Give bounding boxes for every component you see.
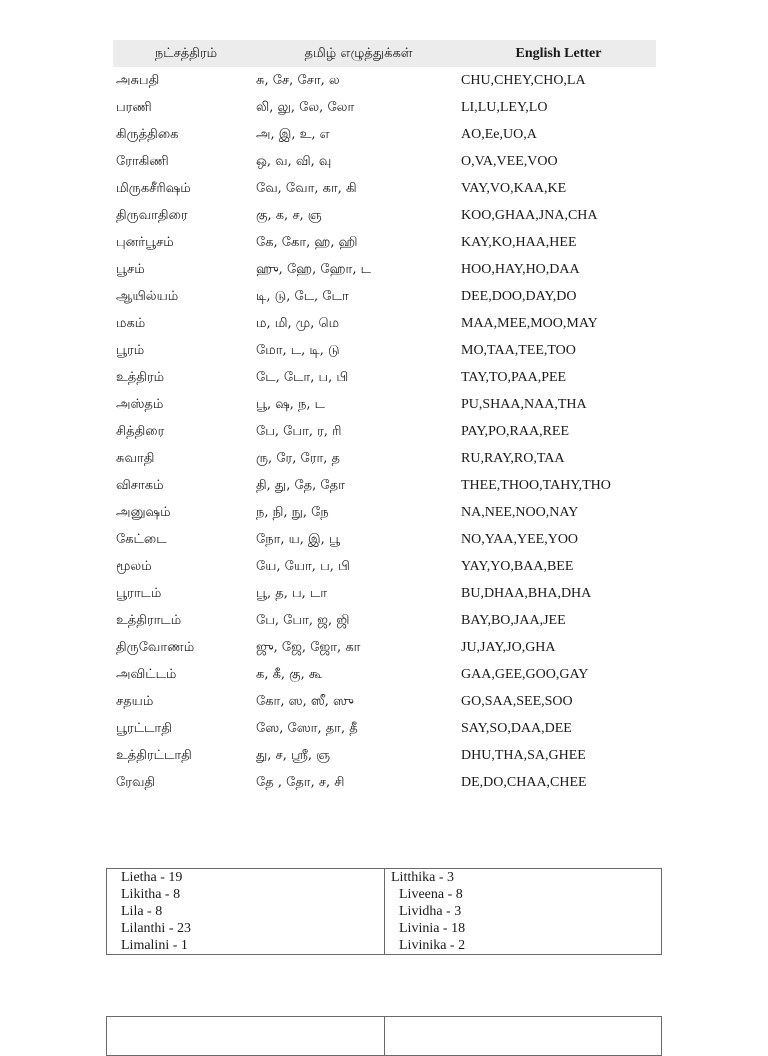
cell-nakshatra: அனுஷம் [116,504,171,520]
table-row [113,67,656,94]
cell-nakshatra: பூராடம் [116,585,162,601]
table-row [113,661,656,688]
name-entry: Litthika - 3 [391,870,454,885]
cell-tamil-letters: ம, மி, மு, மெ [256,315,340,331]
table-row [113,94,656,121]
cell-tamil-letters: ரு, ரே, ரோ, த [256,450,340,466]
cell-nakshatra: பூசம் [116,261,145,277]
table-row [113,310,656,337]
table-row [113,499,656,526]
table-row [113,472,656,499]
cell-nakshatra: சுவாதி [116,450,155,466]
cell-english-letter: BAY,BO,JAA,JEE [461,612,566,628]
name-entry: Lila - 8 [121,904,163,919]
table-row [113,553,656,580]
names-column-right [385,1017,662,1056]
table-row [113,607,656,634]
cell-nakshatra: புனர்பூசம் [116,234,174,250]
names-column-right [385,869,662,955]
table-row [113,121,656,148]
cell-nakshatra: பூரம் [116,342,145,358]
cell-tamil-letters: து, ச, ஶ்ரீ, ஞ [256,747,331,763]
cell-nakshatra: கேட்டை [116,531,167,547]
cell-english-letter: GO,SAA,SEE,SOO [461,693,573,709]
cell-tamil-letters: வே, வோ, கா, கி [256,180,357,196]
cell-tamil-letters: பே, போ, ர, ரி [256,423,342,439]
cell-tamil-letters: யே, யோ, ப, பி [256,558,350,574]
cell-english-letter: DE,DO,CHAA,CHEE [461,774,587,790]
cell-nakshatra: சதயம் [116,693,154,709]
cell-english-letter: HOO,HAY,HO,DAA [461,261,580,277]
table-row [113,256,656,283]
cell-nakshatra: ஆயில்யம் [116,288,179,304]
cell-nakshatra: விசாகம் [116,477,164,493]
table-row [113,634,656,661]
cell-tamil-letters: டி, டு, டே, டோ [256,288,349,304]
cell-english-letter: KOO,GHAA,JNA,CHA [461,207,598,223]
cell-english-letter: PAY,PO,RAA,REE [461,423,570,439]
cell-english-letter: SAY,SO,DAA,DEE [461,720,572,736]
names-box [106,868,662,955]
cell-english-letter: DEE,DOO,DAY,DO [461,288,577,304]
header-tamil-letters: தமிழ் எழுத்துக்கள் [256,40,461,67]
cell-english-letter: VAY,VO,KAA,KE [461,180,567,196]
cell-tamil-letters: பூ, ஷ, ந, ட [256,396,326,412]
cell-tamil-letters: மோ, ட, டி, டு [256,342,340,358]
table-row [113,742,656,769]
table-row [113,688,656,715]
cell-tamil-letters: ஸே, ஸோ, தா, தீ [256,720,358,736]
cell-english-letter: DHU,THA,SA,GHEE [461,747,586,763]
cell-english-letter: CHU,CHEY,CHO,LA [461,72,586,88]
cell-english-letter: BU,DHAA,BHA,DHA [461,585,592,601]
cell-nakshatra: திருவாதிரை [116,207,188,223]
names-box-partial [106,1016,662,1056]
table-row [113,526,656,553]
cell-tamil-letters: ந, நி, நு, நே [256,504,329,520]
cell-english-letter: JU,JAY,JO,GHA [461,639,556,655]
table-row [113,418,656,445]
table-row [113,391,656,418]
cell-nakshatra: கிருத்திகை [116,126,179,142]
cell-tamil-letters: கோ, ஸ, ஸீ, ஸு [256,693,354,709]
table-header-row [113,40,656,67]
cell-nakshatra: பரணி [116,99,152,115]
cell-english-letter: O,VA,VEE,VOO [461,153,558,169]
cell-tamil-letters: தே , தோ, ச, சி [256,774,345,790]
cell-nakshatra: அசுபதி [116,72,160,88]
table-row [113,769,656,796]
name-entry: Lilanthi - 23 [121,921,191,936]
table-row [113,580,656,607]
header-nakshatra: நட்சத்திரம் [113,40,256,67]
table-row [113,175,656,202]
cell-nakshatra: அவிட்டம் [116,666,177,682]
cell-tamil-letters: லி, லு, லே, லோ [256,99,355,115]
cell-english-letter: RU,RAY,RO,TAA [461,450,565,466]
cell-tamil-letters: க, கீ, கு, கூ [256,666,322,682]
name-entry: Liveena - 8 [399,887,463,902]
cell-nakshatra: உத்திரட்டாதி [116,747,192,763]
table-body [113,67,656,796]
cell-tamil-letters: அ, இ, உ, எ [256,126,330,142]
table-row [113,337,656,364]
header-english-letter: English Letter [461,40,656,67]
table-row [113,715,656,742]
cell-nakshatra: ரோகிணி [116,153,169,169]
table-row [113,148,656,175]
cell-english-letter: NA,NEE,NOO,NAY [461,504,579,520]
cell-english-letter: TAY,TO,PAA,PEE [461,369,567,385]
name-entry: Likitha - 8 [121,887,181,902]
cell-tamil-letters: தி, து, தே, தோ [256,477,345,493]
cell-english-letter: NO,YAA,YEE,YOO [461,531,579,547]
cell-english-letter: MO,TAA,TEE,TOO [461,342,576,358]
cell-tamil-letters: சு, சே, சோ, ல [256,72,340,88]
cell-english-letter: GAA,GEE,GOO,GAY [461,666,589,682]
cell-tamil-letters: நோ, ய, இ, பூ [256,531,340,547]
name-entry: Limalini - 1 [121,938,188,953]
cell-tamil-letters: ஜு, ஜே, ஜோ, கா [256,639,361,655]
cell-tamil-letters: பே, போ, ஜ, ஜி [256,612,350,628]
cell-nakshatra: மிருகசீரிஷம் [116,180,191,196]
cell-nakshatra: பூரட்டாதி [116,720,172,736]
cell-english-letter: MAA,MEE,MOO,MAY [461,315,598,331]
names-column-left [107,869,385,955]
cell-english-letter: THEE,THOO,TAHY,THO [461,477,611,493]
table-row [113,202,656,229]
table-row [113,229,656,256]
cell-english-letter: LI,LU,LEY,LO [461,99,548,115]
name-entry: Livinia - 18 [399,921,466,936]
cell-english-letter: PU,SHAA,NAA,THA [461,396,587,412]
cell-nakshatra: மூலம் [116,558,152,574]
cell-nakshatra: சித்திரை [116,423,165,439]
cell-tamil-letters: பூ, த, ப, டா [256,585,328,601]
cell-nakshatra: உத்திரம் [116,369,165,385]
name-entry: Lividha - 3 [399,904,462,919]
cell-english-letter: YAY,YO,BAA,BEE [461,558,574,574]
cell-english-letter: AO,Ee,UO,A [461,126,537,142]
table-row [113,445,656,472]
table-row [113,283,656,310]
nakshatra-table [113,40,656,796]
table-row [113,364,656,391]
cell-nakshatra: திருவோணம் [116,639,195,655]
cell-nakshatra: அஸ்தம் [116,396,164,412]
cell-tamil-letters: ஒ, வ, வி, வு [256,153,332,169]
cell-nakshatra: ரேவதி [116,774,156,790]
cell-tamil-letters: கே, கோ, ஹ, ஹி [256,234,358,250]
names-column-left [107,1017,385,1056]
cell-english-letter: KAY,KO,HAA,HEE [461,234,577,250]
name-entry: Lietha - 19 [121,870,183,885]
cell-nakshatra: மகம் [116,315,146,331]
name-entry: Livinika - 2 [399,938,466,953]
cell-nakshatra: உத்திராடம் [116,612,182,628]
cell-tamil-letters: கு, க, ச, ஞ [256,207,322,223]
cell-tamil-letters: டே, டோ, ப, பி [256,369,349,385]
cell-tamil-letters: ஹு, ஹே, ஹோ, ட [256,261,371,277]
